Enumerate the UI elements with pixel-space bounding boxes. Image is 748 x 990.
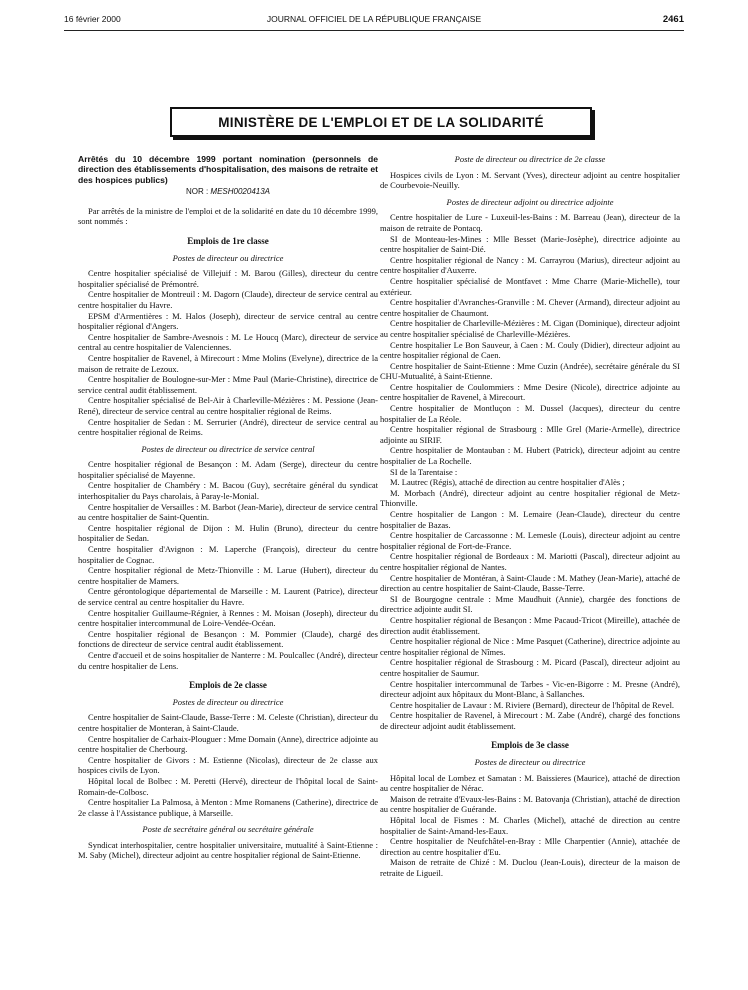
entry-paragraph: Centre hospitalier régional de Nice : Mme Pasquet (Catherine), directrice adjointe au centre hospitalier régional de Nîmes. [380, 636, 680, 657]
heading-class3: Emplois de 3e classe [491, 740, 569, 751]
entry-paragraph: Centre hospitalier de Saint-Etienne : Mme Cuzin (Andrée), secrétaire générale du SI CHU-Mutualité, à Saint-Etienne. [380, 360, 680, 382]
journal-title: JOURNAL OFFICIEL DE LA RÉPUBLIQUE FRANÇAISE [266, 14, 482, 24]
entry-paragraph: Centre hospitalier de Saint-Claude, Basse-Terre : M. Celeste (Christian), directeur du centre hospitalier de Monteran, à Saint-Claude. [78, 712, 378, 733]
entry-paragraph: Centre hospitalier d'Avranches-Granville : M. Chever (Armand), directeur adjoint au centre hospitalier de Chaumont. [380, 297, 680, 318]
ministry-title: MINISTÈRE DE L'EMPLOI ET DE LA SOLIDARITÉ [218, 114, 544, 130]
entry-paragraph: M. Lautrec (Régis), attaché de direction au centre hospitalier d'Alès ; [390, 477, 625, 488]
list-adjoint [380, 212, 680, 731]
entry-paragraph: Centre hospitalier de Coulommiers : Mme Desire (Nicole), directrice adjointe au centre hospitalier de Ravenel, à Mirecourt. [380, 381, 680, 403]
heading-adjoint: Postes de directeur adjoint ou directrice adjointe [446, 196, 614, 207]
entry-paragraph: Centre hospitalier de Ravenel, à Mirecourt : Mme Molins (Evelyne), directrice de la maison de retraite de Lezoux. [78, 352, 378, 374]
entry-paragraph: SI de la Tarentaise : [390, 466, 458, 477]
entry-paragraph: Centre hospitalier de Lure - Luxeuil-les-Bains : M. Barreau (Jean), directeur de la maison de retraite de Pontacq. [380, 212, 680, 233]
list-dir-2c [380, 170, 680, 191]
entry-paragraph: Centre hospitalier régional de Bordeaux : M. Mariotti (Pascal), directeur adjoint au centre hospitalier régional de Nantes. [380, 551, 680, 572]
entry-paragraph: Centre hospitalier régional de Besançon : Mme Pacaud-Tricot (Mireille), attachée de direction audit établissement. [380, 614, 680, 636]
entry-paragraph: Centre hospitalier régional de Nancy : M. Carrayrou (Marius), directeur adjoint au centre hospitalier d'Auxerre. [380, 254, 680, 276]
entry-paragraph: Centre hospitalier intercommunal de Tarbes - Vic-en-Bigorre : M. Presne (André), directeur adjoint aux hôpitaux du Mont-Blanc, à Sallanches. [380, 678, 680, 700]
entry-paragraph: Centre hospitalier de Sedan : M. Serrurier (André), directeur de service central au centre hospitalier régional de Reims. [78, 416, 378, 438]
list-service-central [78, 459, 378, 671]
heading-service-central: Postes de directeur ou directrice de service central [141, 443, 315, 454]
entry-paragraph: Hôpital local de Fismes : M. Charles (Michel), attaché de direction au centre hospitalier de Saint-Amand-les-Eaux. [380, 815, 680, 836]
left-column [78, 154, 378, 861]
entry-paragraph: Centre hospitalier régional de Dijon : M. Hulin (Bruno), directeur du centre hospitalier de Sedan. [78, 522, 378, 544]
entry-paragraph: Centre hospitalier régional de Besançon : M. Pommier (Claude), chargé des fonctions de directeur de service central audit établissement. [78, 628, 378, 650]
heading-dir2: Postes de directeur ou directrice [172, 696, 284, 707]
entry-paragraph: Centre hospitalier régional de Strasbourg : M. Picard (Pascal), directeur adjoint au centre hospitalier de Saumur. [380, 657, 680, 678]
entry-paragraph: Centre d'accueil et de soins hospitalier de Nanterre : M. Poulcallec (André), directeur du centre hospitalier de Lens. [78, 649, 378, 671]
header-date: 16 février 2000 [64, 14, 121, 24]
entry-paragraph: Centre hospitalier de Chambéry : M. Bacou (Guy), secrétaire général du syndicat interhospitalier du Pays charolais, à Paray-le-Monial. [78, 480, 378, 502]
list-dir3 [380, 773, 680, 879]
list-dir1 [78, 268, 378, 438]
entry-paragraph: Centre hospitalier de Montauban : M. Hubert (Patrick), directeur adjoint au centre hospitalier de La Rochelle. [380, 445, 680, 467]
entry-paragraph: Centre gérontologique départemental de Marseille : M. Laurent (Patrice), directeur de service central au centre hospitalier du Havre. [78, 586, 378, 607]
ministry-box [170, 107, 592, 137]
decree-title: Arrêtés du 10 décembre 1999 portant nomination (personnels de direction des établissements d'hospitalisation, des maisons de retraite et des hospices publics) [78, 154, 378, 185]
page-number: 2461 [662, 14, 684, 25]
entry-paragraph: EPSM d'Armentières : M. Halos (Joseph), directeur de service central au centre hospitalier régional d'Angers. [78, 310, 378, 332]
heading-dir-2c: Poste de directeur ou directrice de 2e classe [454, 154, 606, 164]
nor-code: MESH0020413A [210, 187, 271, 197]
entry-paragraph: Centre hospitalier Le Bon Sauveur, à Caen : M. Couly (Didier), directeur adjoint au centre hospitalier régional de Caen. [380, 339, 680, 361]
list-dir2 [78, 712, 378, 818]
entry-paragraph: Centre hospitalier Guillaume-Régnier, à Rennes : M. Moisan (Joseph), directeur du centre hospitalier intercommunal de Loire-Vendée-Océan. [78, 607, 378, 629]
right-column [380, 154, 680, 879]
entry-paragraph: Centre hospitalier de Carcassonne : M. Lemesle (Louis), directeur adjoint au centre hospitalier régional de Fort-de-France. [380, 530, 680, 551]
entry-paragraph: Centre hospitalier de Montreuil : M. Dagorn (Claude), directeur de service central au centre hospitalier du Havre. [78, 289, 378, 310]
entry-paragraph: Centre hospitalier régional de Besançon : M. Adam (Serge), directeur du centre hospitalier spécialisé de Mayenne. [78, 459, 378, 480]
entry-paragraph: Centre hospitalier spécialisé de Montfavet : Mme Charre (Marie-Michelle), tour extérieur. [380, 275, 680, 297]
entry-paragraph: Centre hospitalier de Montluçon : M. Dussel (Jacques), directeur du centre hospitalier de La Réole. [380, 403, 680, 424]
entry-paragraph: SI de Bourgogne centrale : Mme Maudhuit (Annie), chargée des fonctions de directrice adjointe audit SI. [380, 593, 680, 615]
entry-paragraph: Centre hospitalier de Boulogne-sur-Mer : Mme Paul (Marie-Christine), directrice de service central audit établissement. [78, 374, 378, 395]
entry-paragraph: SI de Monteau-les-Mines : Mlle Besset (Marie-Josèphe), directrice adjointe au centre hospitalier de Saint-Dié. [380, 233, 680, 255]
entry-paragraph: M. Morbach (André), directeur adjoint au centre hospitalier régional de Metz-Thionville. [380, 487, 680, 509]
heading-class2: Emplois de 2e classe [189, 680, 267, 691]
nor-label: NOR : [185, 187, 211, 197]
entry-paragraph: Centre hospitalier spécialisé de Bel-Air à Charleville-Mézières : M. Pessione (Jean-René), directeur de service central au centre hospitalier régional de Reims. [78, 395, 378, 416]
entry-paragraph: Centre hospitalier de Givors : M. Estienne (Nicolas), directeur de 2e classe aux hospices civils de Lyon. [78, 754, 378, 776]
entry-paragraph: Maison de retraite de Chizé : M. Duclou (Jean-Louis), directeur de la maison de retraite de Ligueil. [380, 857, 680, 878]
entry-paragraph: Centre hospitalier La Palmosa, à Menton : Mme Romanens (Catherine), directrice de 2e classe à l'Assistance publique, à Marseille. [78, 797, 378, 818]
entry-paragraph: Centre hospitalier d'Avignon : M. Laperche (François), directeur du centre hospitalier de Cognac. [78, 544, 378, 565]
heading-class1: Emplois de 1re classe [187, 236, 269, 246]
entry-paragraph: Hospices civils de Lyon : M. Servant (Yves), directeur adjoint au centre hospitalier de Courbevoie-Neuilly. [380, 169, 680, 191]
entry-paragraph: Maison de retraite d'Evaux-les-Bains : M. Batovanja (Christian), attaché de direction au centre hospitalier de Guérande. [380, 793, 680, 815]
entry-paragraph: Centre hospitalier de Lavaur : M. Riviere (Bernard), directeur de l'hôpital de Revel. [390, 699, 675, 710]
heading-dir1: Postes de directeur ou directrice [172, 252, 284, 263]
entry-paragraph: Syndicat interhospitalier, centre hospitalier universitaire, mutualité à Saint-Etienne : M. Saby (Michel), directeur adjoint au centre hospitalier régional de Saint-Etienne. [78, 839, 378, 861]
heading-secretaire: Poste de secrétaire général ou secrétaire générale [142, 824, 314, 835]
page-header [64, 14, 684, 28]
entry-paragraph: Centre hospitalier de Charleville-Mézières : M. Cigan (Dominique), directeur adjoint au centre hospitalier spécialisé de Charleville-Mézières. [380, 318, 680, 339]
entry-paragraph: Centre hospitalier régional de Strasbourg : Mlle Grel (Marie-Armelle), directrice adjointe au SIRIF. [380, 424, 680, 445]
header-rule [64, 30, 684, 31]
heading-dir3: Postes de directeur ou directrice [474, 757, 586, 768]
entry-paragraph: Centre hospitalier de Carhaix-Plouguer : Mme Domain (Anne), directrice adjointe au centre hospitalier de Cherbourg. [78, 733, 378, 755]
entry-paragraph: Centre hospitalier de Sambre-Avesnois : M. Le Houcq (Marc), directeur de service central au centre hospitalier de Valenciennes. [78, 331, 378, 353]
intro-paragraph: Par arrêtés de la ministre de l'emploi et de la solidarité en date du 10 décembre 1999, sont nommés : [78, 205, 378, 227]
entry-paragraph: Centre hospitalier de Langon : M. Lemaire (Jean-Claude), directeur du centre hospitalier de Bazas. [380, 509, 680, 530]
entry-paragraph: Centre hospitalier de Versailles : M. Barbot (Jean-Marie), directeur de service central au centre hospitalier de Saint-Quentin. [78, 501, 378, 523]
entry-paragraph: Hôpital local de Bolbec : M. Peretti (Hervé), directeur de l'hôpital local de Saint-Romain-de-Colbosc. [78, 775, 378, 797]
entry-paragraph: Centre hospitalier de Ravenel, à Mirecourt : M. Zabe (André), chargé des fonctions de directeur adjoint audit établissement. [380, 710, 680, 731]
entry-paragraph: Centre hospitalier de Neufchâtel-en-Bray : Mlle Charpentier (Annie), attachée de direction au centre hospitalier d'Eu. [380, 836, 680, 857]
nor-reference [78, 187, 378, 198]
list-secretaire [78, 840, 378, 861]
entry-paragraph: Centre hospitalier régional de Metz-Thionville : M. Larue (Hubert), directeur du centre hospitalier de Mamers. [78, 565, 378, 586]
entry-paragraph: Centre hospitalier spécialisé de Villejuif : M. Barou (Gilles), directeur du centre hospitalier spécialisé de Prémontré. [78, 268, 378, 289]
entry-paragraph: Centre hospitalier de Montéran, à Saint-Claude : M. Mathey (Jean-Marie), attaché de direction au centre hospitalier de Saint-Claude, Basse-Terre. [380, 572, 680, 594]
entry-paragraph: Hôpital local de Lombez et Samatan : M. Baissieres (Maurice), attaché de direction au centre hospitalier de Nérac. [380, 772, 680, 794]
